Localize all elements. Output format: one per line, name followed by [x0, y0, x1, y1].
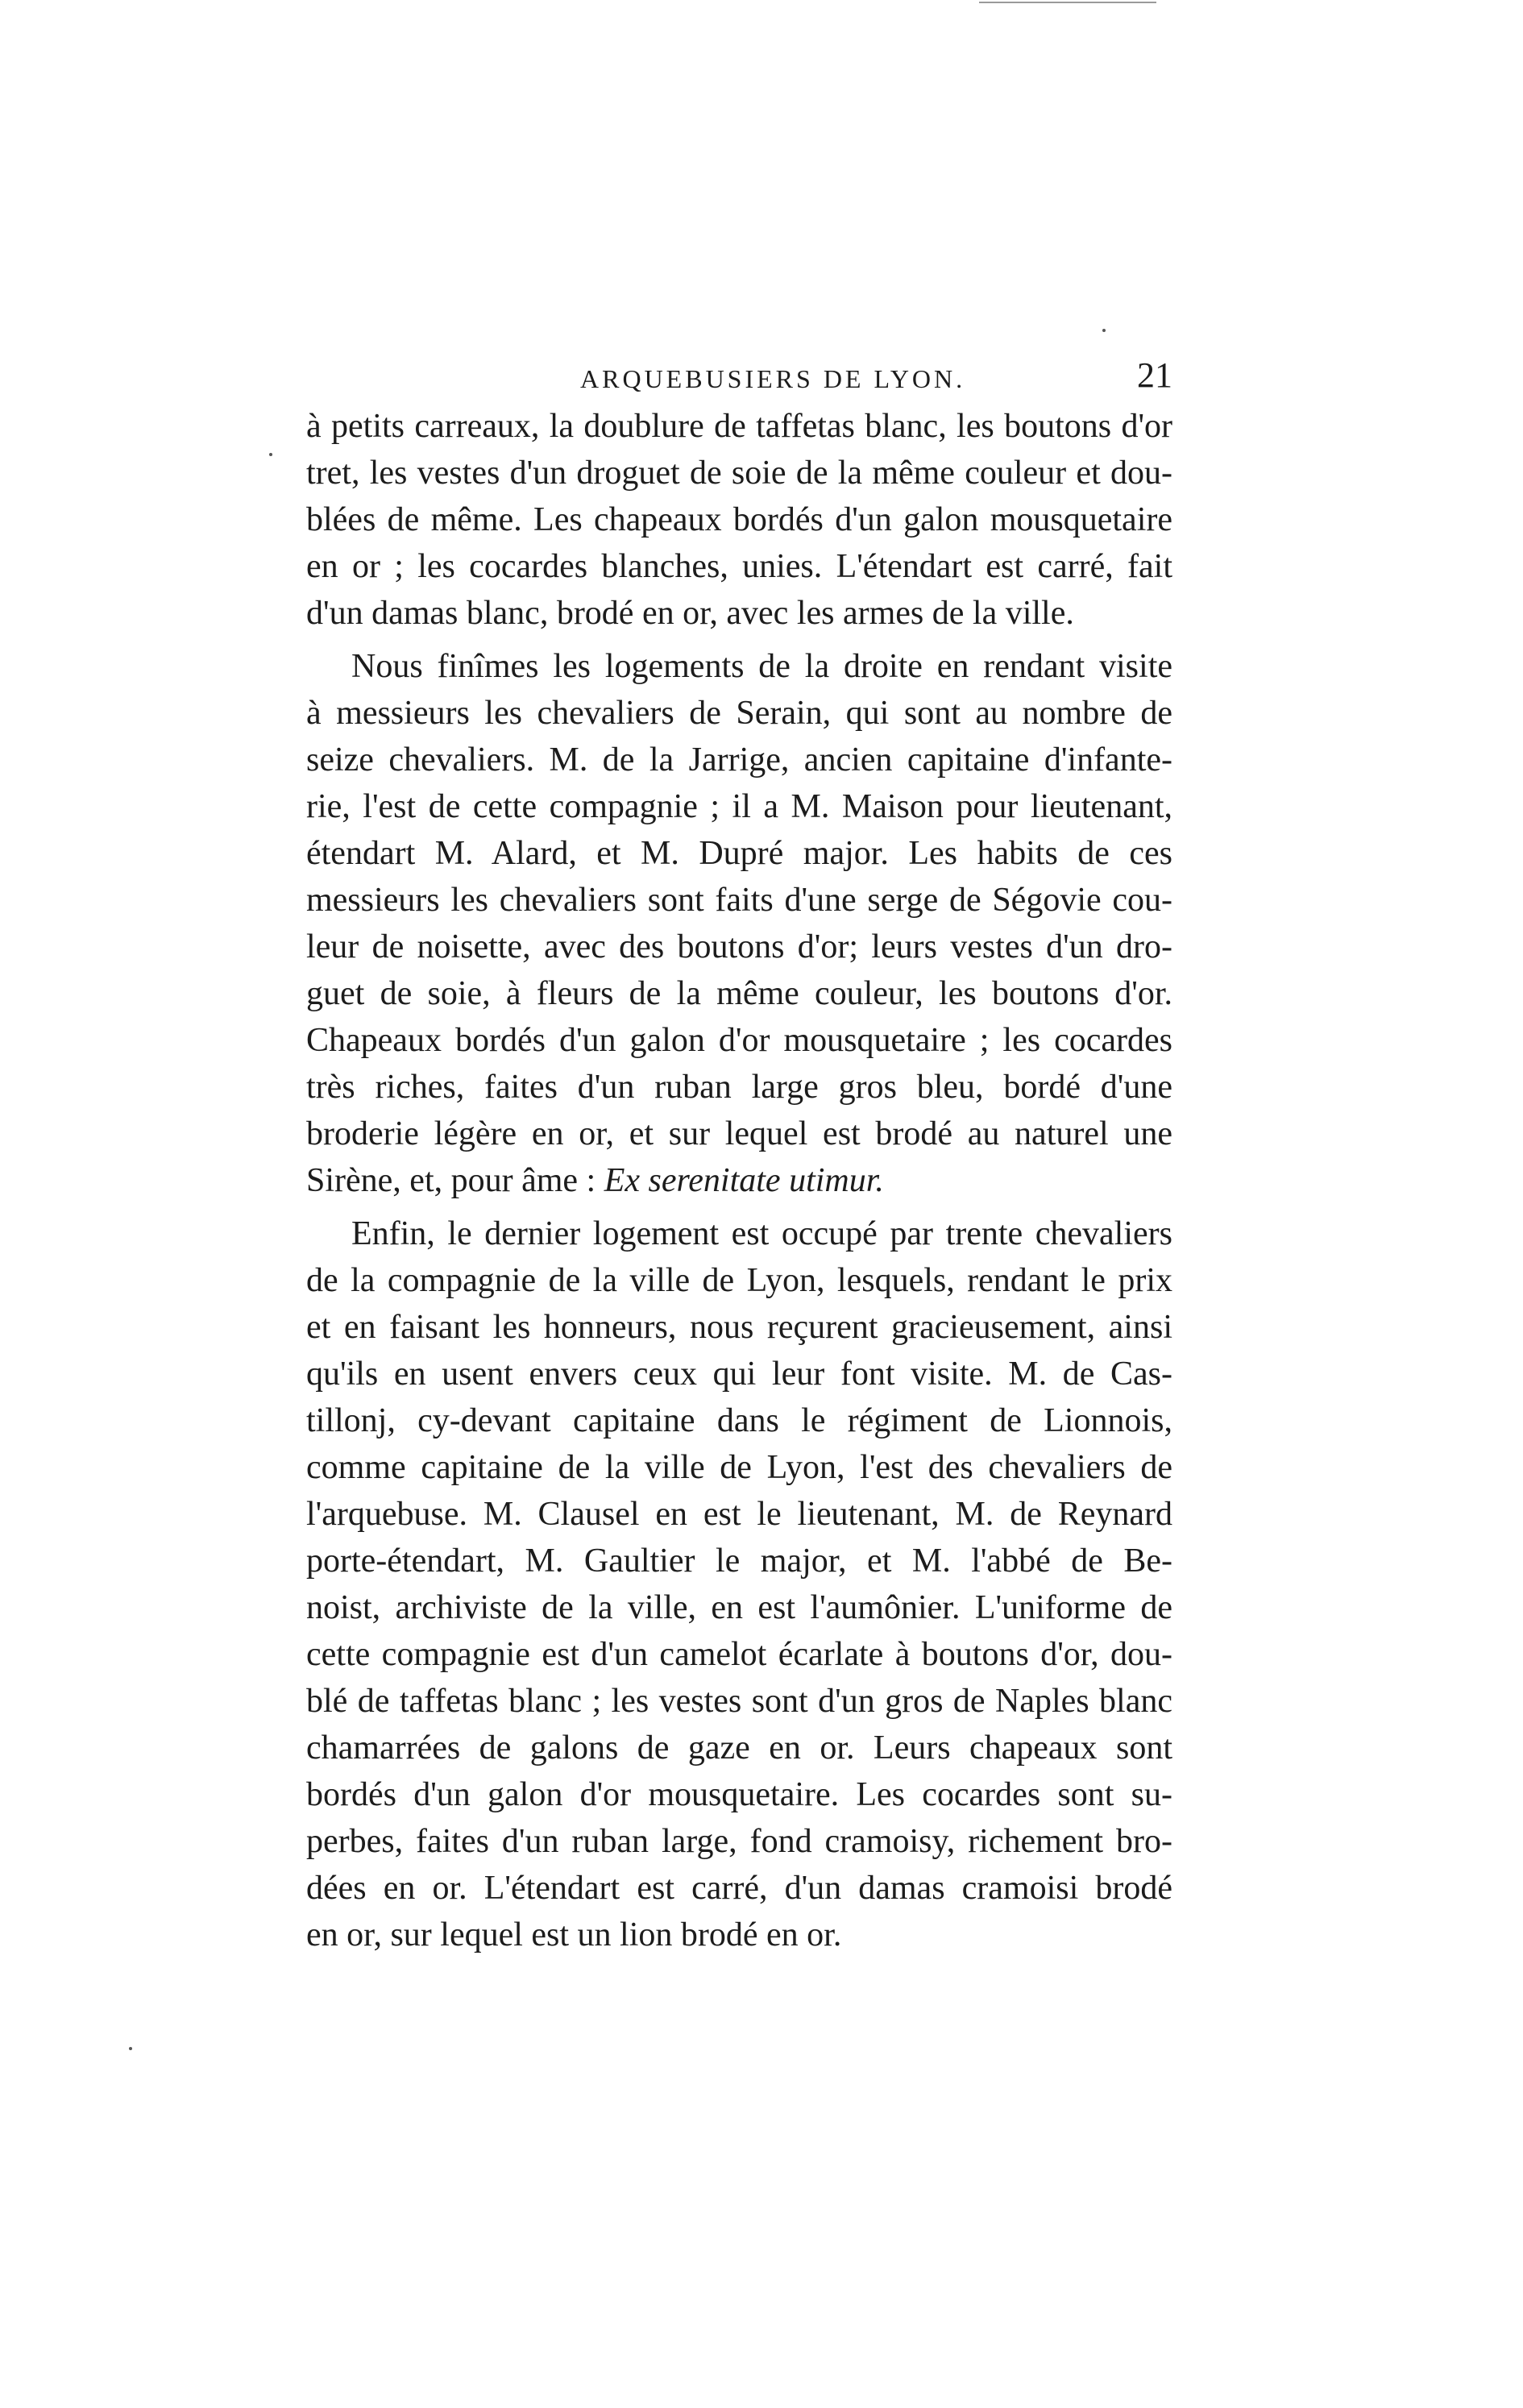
text-line: leur de noisette, avec des boutons d'or; leurs vestes d'un dro-: [306, 928, 1172, 965]
page-header: [306, 355, 1172, 403]
body-text: [306, 403, 1172, 1958]
text-line: bordés d'un galon d'or mousquetaire. Les cocardes sont su-: [306, 1776, 1172, 1813]
scan-speck: [269, 453, 272, 456]
text-line: perbes, faites d'un ruban large, fond cramoisy, richement bro-: [306, 1823, 1172, 1860]
text-line: à petits carreaux, la doublure de taffetas blanc, les boutons d'or: [306, 408, 1172, 445]
text-line: broderie légère en or, et sur lequel est brodé au naturel une: [306, 1115, 1172, 1152]
text-line: tillonj, cy-devant capitaine dans le régiment de Lionnois,: [306, 1402, 1172, 1439]
scan-speck: [1102, 329, 1106, 332]
scan-speck: [129, 2047, 132, 2050]
text-line: et en faisant les honneurs, nous reçurent gracieusement, ainsi: [306, 1309, 1172, 1346]
text-line: Nous finîmes les logements de la droite en rendant visite: [351, 648, 1172, 685]
running-head: ARQUEBUSIERS DE LYON.: [580, 364, 966, 393]
motto-italic: Ex serenitate utimur.: [604, 1162, 884, 1199]
text-line: l'arquebuse. M. Clausel en est le lieutenant, M. de Reynard: [306, 1496, 1172, 1533]
text-line: seize chevaliers. M. de la Jarrige, ancien capitaine d'infante-: [306, 741, 1172, 778]
text-line: Sirène, et, pour âme : Ex serenitate utimur.: [306, 1162, 884, 1199]
text-line: à messieurs les chevaliers de Serain, qui sont au nombre de: [306, 695, 1172, 732]
text-line: messieurs les chevaliers sont faits d'une serge de Ségovie cou-: [306, 882, 1172, 919]
scan-edge-rule: [979, 2, 1156, 3]
text-line: Enfin, le dernier logement est occupé par trente chevaliers: [351, 1215, 1172, 1252]
text-line: tret, les vestes d'un droguet de soie de la même couleur et dou-: [306, 455, 1172, 492]
text-line: dées en or. L'étendart est carré, d'un damas cramoisi brodé: [306, 1870, 1172, 1907]
text-line: porte-étendart, M. Gaultier le major, et M. l'abbé de Be-: [306, 1542, 1172, 1580]
text-line: d'un damas blanc, brodé en or, avec les armes de la ville.: [306, 595, 1074, 632]
paragraph-3: [306, 1210, 1172, 1958]
text-line: blé de taffetas blanc ; les vestes sont d'un gros de Naples blanc: [306, 1683, 1172, 1720]
text-line: en or ; les cocardes blanches, unies. L'étendart est carré, fait: [306, 548, 1172, 585]
text-line: chamarrées de galons de gaze en or. Leurs chapeaux sont: [306, 1729, 1172, 1767]
text-line: blées de même. Les chapeaux bordés d'un galon mousquetaire: [306, 501, 1172, 538]
text-line: Chapeaux bordés d'un galon d'or mousquetaire ; les cocardes: [306, 1022, 1172, 1059]
paragraph-2: [306, 643, 1172, 1204]
text-line: étendart M. Alard, et M. Dupré major. Les habits de ces: [306, 835, 1172, 872]
text-line: comme capitaine de la ville de Lyon, l'est des chevaliers de: [306, 1449, 1172, 1486]
text-line: en or, sur lequel est un lion brodé en or.: [306, 1916, 842, 1953]
text-line: cette compagnie est d'un camelot écarlate à boutons d'or, dou-: [306, 1636, 1172, 1673]
text-line: guet de soie, à fleurs de la même couleur, les boutons d'or.: [306, 975, 1172, 1012]
paragraph-1: [306, 403, 1172, 637]
text-line: rie, l'est de cette compagnie ; il a M. Maison pour lieutenant,: [306, 788, 1172, 825]
page-number: 21: [1137, 355, 1172, 395]
text-line: noist, archiviste de la ville, en est l'aumônier. L'uniforme de: [306, 1589, 1172, 1626]
text-line: qu'ils en usent envers ceux qui leur font visite. M. de Cas-: [306, 1356, 1172, 1393]
text-line: très riches, faites d'un ruban large gros bleu, bordé d'une: [306, 1069, 1172, 1106]
text-line: de la compagnie de la ville de Lyon, lesquels, rendant le prix: [306, 1262, 1172, 1299]
